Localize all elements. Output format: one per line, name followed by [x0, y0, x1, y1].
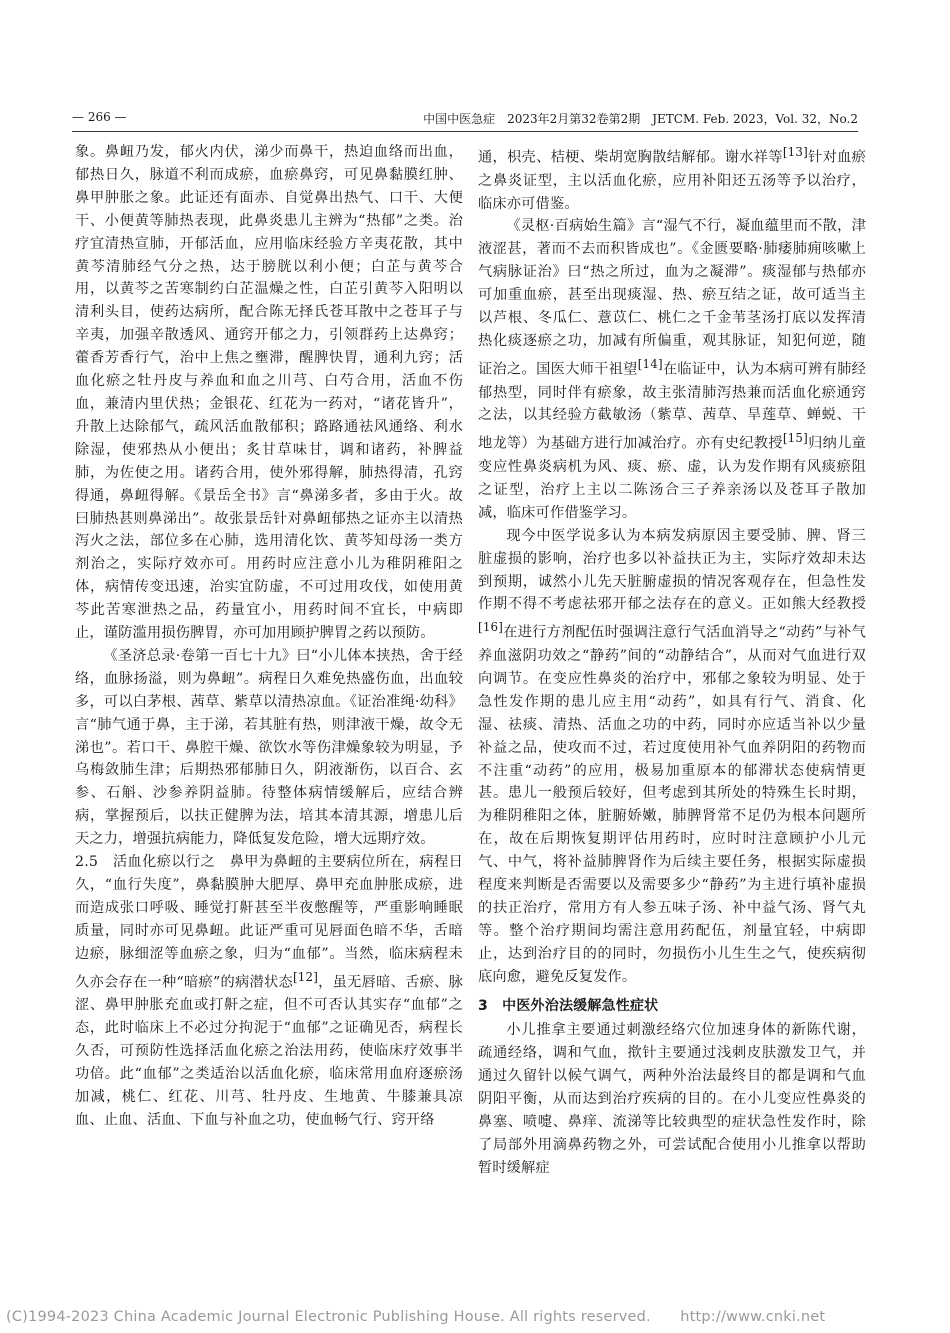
paragraph — [75, 851, 463, 1132]
paragraph — [478, 525, 866, 989]
paragraph-text: 现今中医学说多认为本病发病原因主要受肺、脾、肾三脏虚损的影响，治疗也多以补益扶正为主，实际疗效却未达到预期，诚然小儿先天脏腑虚损的情况客观存在，但急性发作期不得不考虑祛邪开郁之法存在的意义。正如熊大经教授 — [478, 527, 866, 613]
reference-mark: [13] — [782, 145, 808, 159]
paragraph-text: 鼻甲为鼻衄的主要病位所在，病程日久，“血行失度”，鼻黏膜肿大肥厚、鼻甲充血肿胀成瘀，进而造成张口呼吸、睡觉打鼾甚至半夜憋醒等，严重影响睡眠质量，同时亦可见鼻衄。此证严重可见唇面色暗不华，舌暗边瘀，脉细涩等血瘀之象，归为“血郁”。当然，临床病程未久亦会存在一种“暗瘀”的病潜状态 — [75, 854, 464, 991]
reference-mark: [14] — [637, 356, 663, 371]
paragraph: 象。鼻衄乃发，郁火内伏，涕少而鼻干，热迫血络而出血，郁热日久，脉道不利而成瘀，血瘀鼻窍，可见鼻黏膜红肿、鼻甲肿胀之象。此证还有面赤、自觉鼻出热气、口干、大便干、小便黄等肺热表现，此鼻炎患儿主辨为“热郁”之类。治疗宜清热宣肺，开郁活血，应用临床经验方辛夷花散，其中黄芩清肺经气分之热，达于膀胱以利小便；白芷与黄芩合用，以黄芩之苦寒制约白芷温燥之性，白芷引黄芩入阳明以清利头目，使药达病所，配合陈无择氏苍耳散中之苍耳子与辛夷，加强辛散透风、通窍开郁之力，引领群药上达鼻窍；藿香芳香行气，治中上焦之壅滞，醒脾快胃，通利九窍；活血化瘀之牡丹皮与养血和血之川芎、白芍合用，活血不伤血，兼清内里伏热；金银花、红花为一药对，“诸花皆升”，升散上达除郁气，疏风活血散郁积；路路通祛风通络、利水除湿，使邪热从小便出；炙甘草味甘，调和诸药，补脾益肺，为佐使之用。诸药合用，使外邪得解，肺热得清，孔窍得通，鼻衄得解。《景岳全书》言“鼻涕多者，多由于火。故曰肺热甚则鼻涕出”。故张景岳针对鼻衄郁热之证亦主以清热泻火之法，部位多在心肺，选用清化饮、黄芩知母汤一类方剂治之，实际疗效亦可。用药时应注意小儿为稚阴稚阳之体，病情传变迅速，治实宜防虚，不可过用攻伐，如使用黄芩此苦寒泄热之品，药量宜小，用药时间不宜长，中病即止，谨防滥用损伤脾胃，亦可加用顾护脾胃之药以预防。 — [75, 144, 463, 642]
paragraph-text: 通，枳壳、桔梗、柴胡宽胸散结解郁。谢水祥等 — [478, 149, 783, 166]
paragraph-text: 在进行方剂配伍时强调注意行气活血消导之“动药”与补气养血滋阴功效之“静药”间的“动静结合”，从而对气血进行双向调节。在变应性鼻炎的治疗中，邪郁之象较为明显、处于急性发作期的患儿应主用“动药”，如具有行气、消食、化湿、祛痰、清热、活血之功的中药，同时亦应适当补以少量补益之品，使攻而不过，若过度使用补气血养阴阳的药物而不注重“动药”的应用，极易加重原本的郁滞状态使病情更甚。患儿一般预后较好，但考虑到其所处的特殊生长时期，为稚阴稚阳之体，脏腑娇嫩，肺脾肾常不足仍为根本问题所在，故在后期恢复期评估用药时，应时时注意顾护小儿元气、中气，将补益肺脾肾作为后续主要任务，根据实际虚损程度来判断是否需要以及需要多少“静药”为主进行填补虚损的扶正治疗，常用方有人参五味子汤、补中益气汤、肾气丸等。整个治疗期间均需注意用药配伍，剂量宜轻，中病即止，达到治疗目的的同时，勿损伤小儿生生之气，使疾病彻底向愈，避免反复发作。 — [478, 625, 866, 985]
left-column — [75, 141, 463, 1132]
paragraph-text: ，虽无唇暗、舌瘀、脉涩、鼻甲肿胀充血或打鼾之症，但不可否认其实存“血郁”之态，此时临床上不必过分拘泥于“血郁”之证确见否，病程长久否，可预防性选择活血化瘀之治法用药，使临床疗效事半功倍。此“血郁”之类适治以活血化瘀，临床常用血府逐瘀汤加减，桃仁、红花、川芎、牡丹皮、生地黄、牛膝兼具凉血、止血、活血、下血与补血之功，使血畅气行、窍开络 — [75, 974, 463, 1128]
paragraph — [478, 141, 866, 215]
section-heading: 3 中医外治法缓解急性症状 — [478, 997, 659, 1014]
copyright-footer: (C)1994-2023 China Academic Journal Electronic Publishing House. All rights reserved. http://www.cnki.net — [6, 1309, 826, 1325]
paragraph-text: 针对血瘀之鼻炎证型，主以活血化瘀，应用补阳还五汤等予以治疗，临床亦可借鉴。 — [478, 149, 867, 212]
paragraph: 《圣济总录·卷第一百七十九》曰“小儿体本挟热，舍于经络，血脉扬溢，则为鼻衄”。病程日久难免热盛伤血，出血较多，可以白茅根、茜草、紫草以清热凉血。《证治准绳·幼科》言“肺气通于鼻，主于涕，若其脏有热，则津液干燥，故令无涕也”。若口干、鼻腔干燥、欲饮水等伤津燥象较为明显，予乌梅敛肺生津；后期热邪郁肺日久，阴液渐伤，以百合、玄参、石斛、沙参养阴益肺。待整体病情缓解后，应结合辨病，掌握预后，以扶正健脾为法，培其本清其源，增患儿后天之力，增强抗病能力，降低复发危险，增大远期疗效。 — [75, 647, 463, 848]
running-header — [72, 110, 858, 130]
right-column — [478, 141, 866, 1180]
header-rule — [72, 131, 858, 132]
reference-mark: [12] — [292, 969, 319, 984]
paragraph-text: 《灵枢·百病始生篇》言“湿气不行，凝血蕴里而不散，津液涩甚，著而不去而积皆成也”。《金匮要略·肺痿肺痈咳嗽上气病脉证治》曰“热之所过，血为之凝滞”。痰湿郁与热郁亦可加重血瘀，甚至出现痰湿、热、瘀互结之证，故可适当主以芦根、冬瓜仁、薏苡仁、桃仁之千金苇茎汤打底以发挥清热化痰逐瘀之功，加减有所偏重，观其脉证，知犯何逆，随证治之。国医大师干祖望 — [478, 218, 866, 378]
reference-mark: [15] — [782, 431, 808, 446]
paragraph — [478, 215, 866, 524]
reference-mark: [16] — [478, 620, 504, 635]
page-number: — 266 — — [72, 110, 127, 124]
journal-info: 中国中医急症 2023年2月第32卷第2期 JETCM. Feb. 2023，Vol. 32，No.2 — [423, 112, 858, 126]
paragraph: 小儿推拿主要通过刺激经络穴位加速身体的新陈代谢，疏通经络，调和气血，揿针主要通过浅刺皮肤激发卫气，并通过久留针以候气调气，两种外治法最终目的都是调和气血阴阳平衡，从而达到治疗疾病的目的。在小儿变应性鼻炎的鼻塞、喷嚏、鼻痒、流涕等比较典型的症状急性发作时，除了局部外用滴鼻药物之外，可尝试配合使用小儿推拿以帮助暂时缓解症 — [478, 1022, 866, 1176]
section-heading: 2.5 活血化瘀以行之 — [75, 854, 216, 871]
paragraph-text: 归纳儿童变应性鼻炎病机为风、痰、瘀、虚，认为发作期有风痰瘀阻之证型，治疗上主以二陈汤合三子养亲汤以及苍耳子散加减，临床可作借鉴学习。 — [478, 436, 867, 521]
paragraph-text: 在临证中，认为本病可辨有肺经郁热型，同时伴有瘀象，故主张清肺泻热兼而活血化瘀通窍之法，以其经验方截敏汤（紫草、茜草、旱莲草、蝉蜕、干地龙等）为基础方进行加减治疗。亦有史纪教授 — [478, 361, 867, 453]
